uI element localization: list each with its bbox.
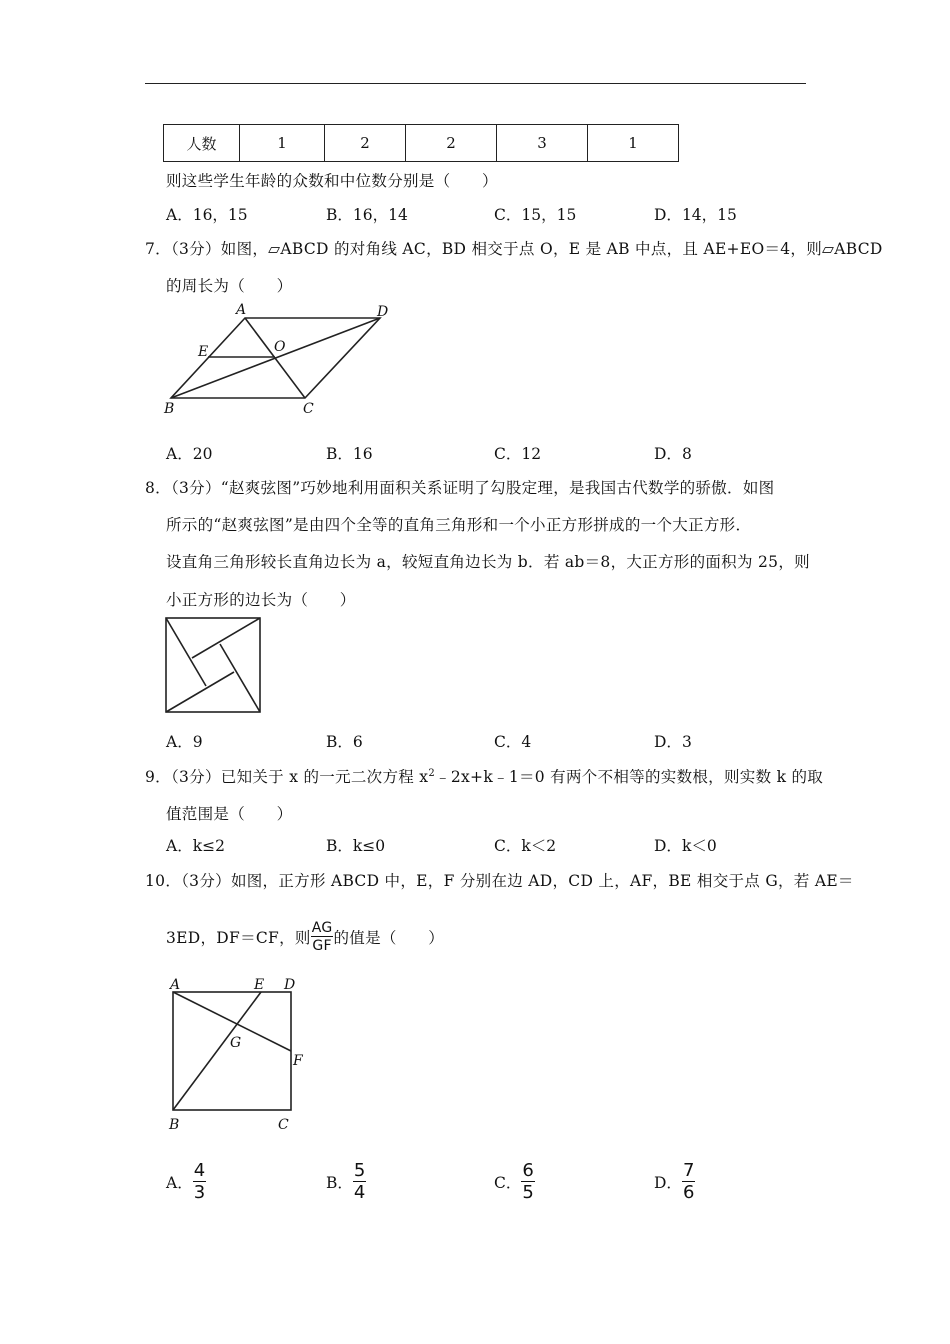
q9-option-a[interactable]: A．k≤2	[166, 837, 225, 855]
q8-line2: 所示的“赵爽弦图”是由四个全等的直角三角形和一个小正方形拼成的一个大正方形．	[166, 516, 752, 534]
triangle-edge	[166, 618, 206, 686]
q7-option-a[interactable]: A．20	[166, 445, 213, 463]
q8-line1: 8．（3分）“赵爽弦图”巧妙地利用面积关系证明了勾股定理，是我国古代数学的骄傲．如图	[145, 479, 775, 497]
q8-option-c[interactable]: C．4	[494, 733, 532, 751]
label-c: C	[278, 1117, 289, 1133]
table-cell: 2	[406, 125, 497, 162]
q7-option-d[interactable]: D．8	[654, 445, 692, 463]
q10-option-b[interactable]: B． $\frac{5}{4}$	[326, 1160, 366, 1203]
q8-zhaoshuang-figure	[160, 612, 270, 720]
q10-line1: 10．（3分）如图，正方形 ABCD 中，E，F 分别在边 AD，CD 上，AF，BE 相交于点 G，若 AE＝	[145, 872, 854, 890]
table-cell: 1	[588, 125, 679, 162]
q9-line1: 9．（3分）已知关于 x 的一元二次方程 $x^2﹣2x+k﹣1=0$ 有两个不相等的实数根，则实数 k 的取	[145, 767, 824, 786]
label-a: A	[170, 977, 181, 993]
label-b: B	[164, 401, 175, 417]
q7-parallelogram-figure	[160, 300, 400, 420]
table-cell: 3	[497, 125, 588, 162]
q7-line2: 的周长为（ ）	[166, 277, 293, 295]
table-header-cell: 人数	[164, 125, 240, 162]
label-e: E	[198, 344, 209, 360]
label-c: C	[303, 401, 314, 417]
q10-square-figure	[160, 970, 320, 1140]
table-row	[164, 125, 679, 162]
label-b: B	[169, 1117, 180, 1133]
q10-option-c[interactable]: C． $\frac{6}{5}$	[494, 1160, 534, 1203]
q9-option-c[interactable]: C．k＜2	[494, 837, 557, 855]
q6-option-d[interactable]: D．14，15	[654, 206, 737, 224]
square-abcd	[173, 992, 291, 1110]
q8-option-d[interactable]: D．3	[654, 733, 692, 751]
q6-stem: 则这些学生年龄的众数和中位数分别是（ ）	[166, 172, 498, 190]
label-f: F	[293, 1053, 303, 1069]
q10-line2: 3ED，DF＝CF，则 $\frac{AG}{GF}$ 的值是（ ）	[166, 920, 445, 954]
q9-line2: 值范围是（ ）	[166, 805, 293, 823]
label-a: A	[236, 302, 247, 318]
triangle-edge	[220, 644, 260, 712]
q6-option-b[interactable]: B．16，14	[326, 206, 408, 224]
triangle-edge	[192, 618, 260, 658]
triangle-edge	[166, 672, 234, 712]
q8-option-a[interactable]: A．9	[166, 733, 203, 751]
table-cell: 2	[325, 125, 406, 162]
label-o: O	[274, 339, 286, 355]
ag-over-gf-fraction: $\frac{AG}{GF}$	[311, 920, 333, 954]
q6-option-c[interactable]: C．15，15	[494, 206, 577, 224]
q9-option-b[interactable]: B．k≤0	[326, 837, 386, 855]
big-square	[166, 618, 260, 712]
q7-option-c[interactable]: C．12	[494, 445, 542, 463]
age-count-table	[163, 124, 679, 162]
q6-option-a[interactable]: A．16，15	[166, 206, 248, 224]
table-cell: 1	[240, 125, 325, 162]
q8-line4: 小正方形的边长为（ ）	[166, 591, 356, 609]
header-rule	[145, 83, 806, 84]
label-e: E	[254, 977, 265, 993]
q10-option-a[interactable]: A． $\frac{4}{3}$	[166, 1160, 206, 1203]
label-d: D	[377, 304, 389, 320]
label-d: D	[284, 977, 296, 993]
q7-line1: 7．（3分）如图，▱ABCD 的对角线 AC，BD 相交于点 O，E 是 AB 中点，且 AE+EO＝4，则▱ABCD	[145, 240, 883, 258]
segment-be	[173, 992, 261, 1110]
label-g: G	[230, 1035, 242, 1051]
q10-option-d[interactable]: D． $\frac{7}{6}$	[654, 1160, 695, 1203]
q7-option-b[interactable]: B．16	[326, 445, 373, 463]
q8-line3: 设直角三角形较长直角边长为 a，较短直角边长为 b．若 ab＝8，大正方形的面积为 25，则	[166, 553, 810, 571]
q9-option-d[interactable]: D．k＜0	[654, 837, 717, 855]
q8-option-b[interactable]: B．6	[326, 733, 363, 751]
